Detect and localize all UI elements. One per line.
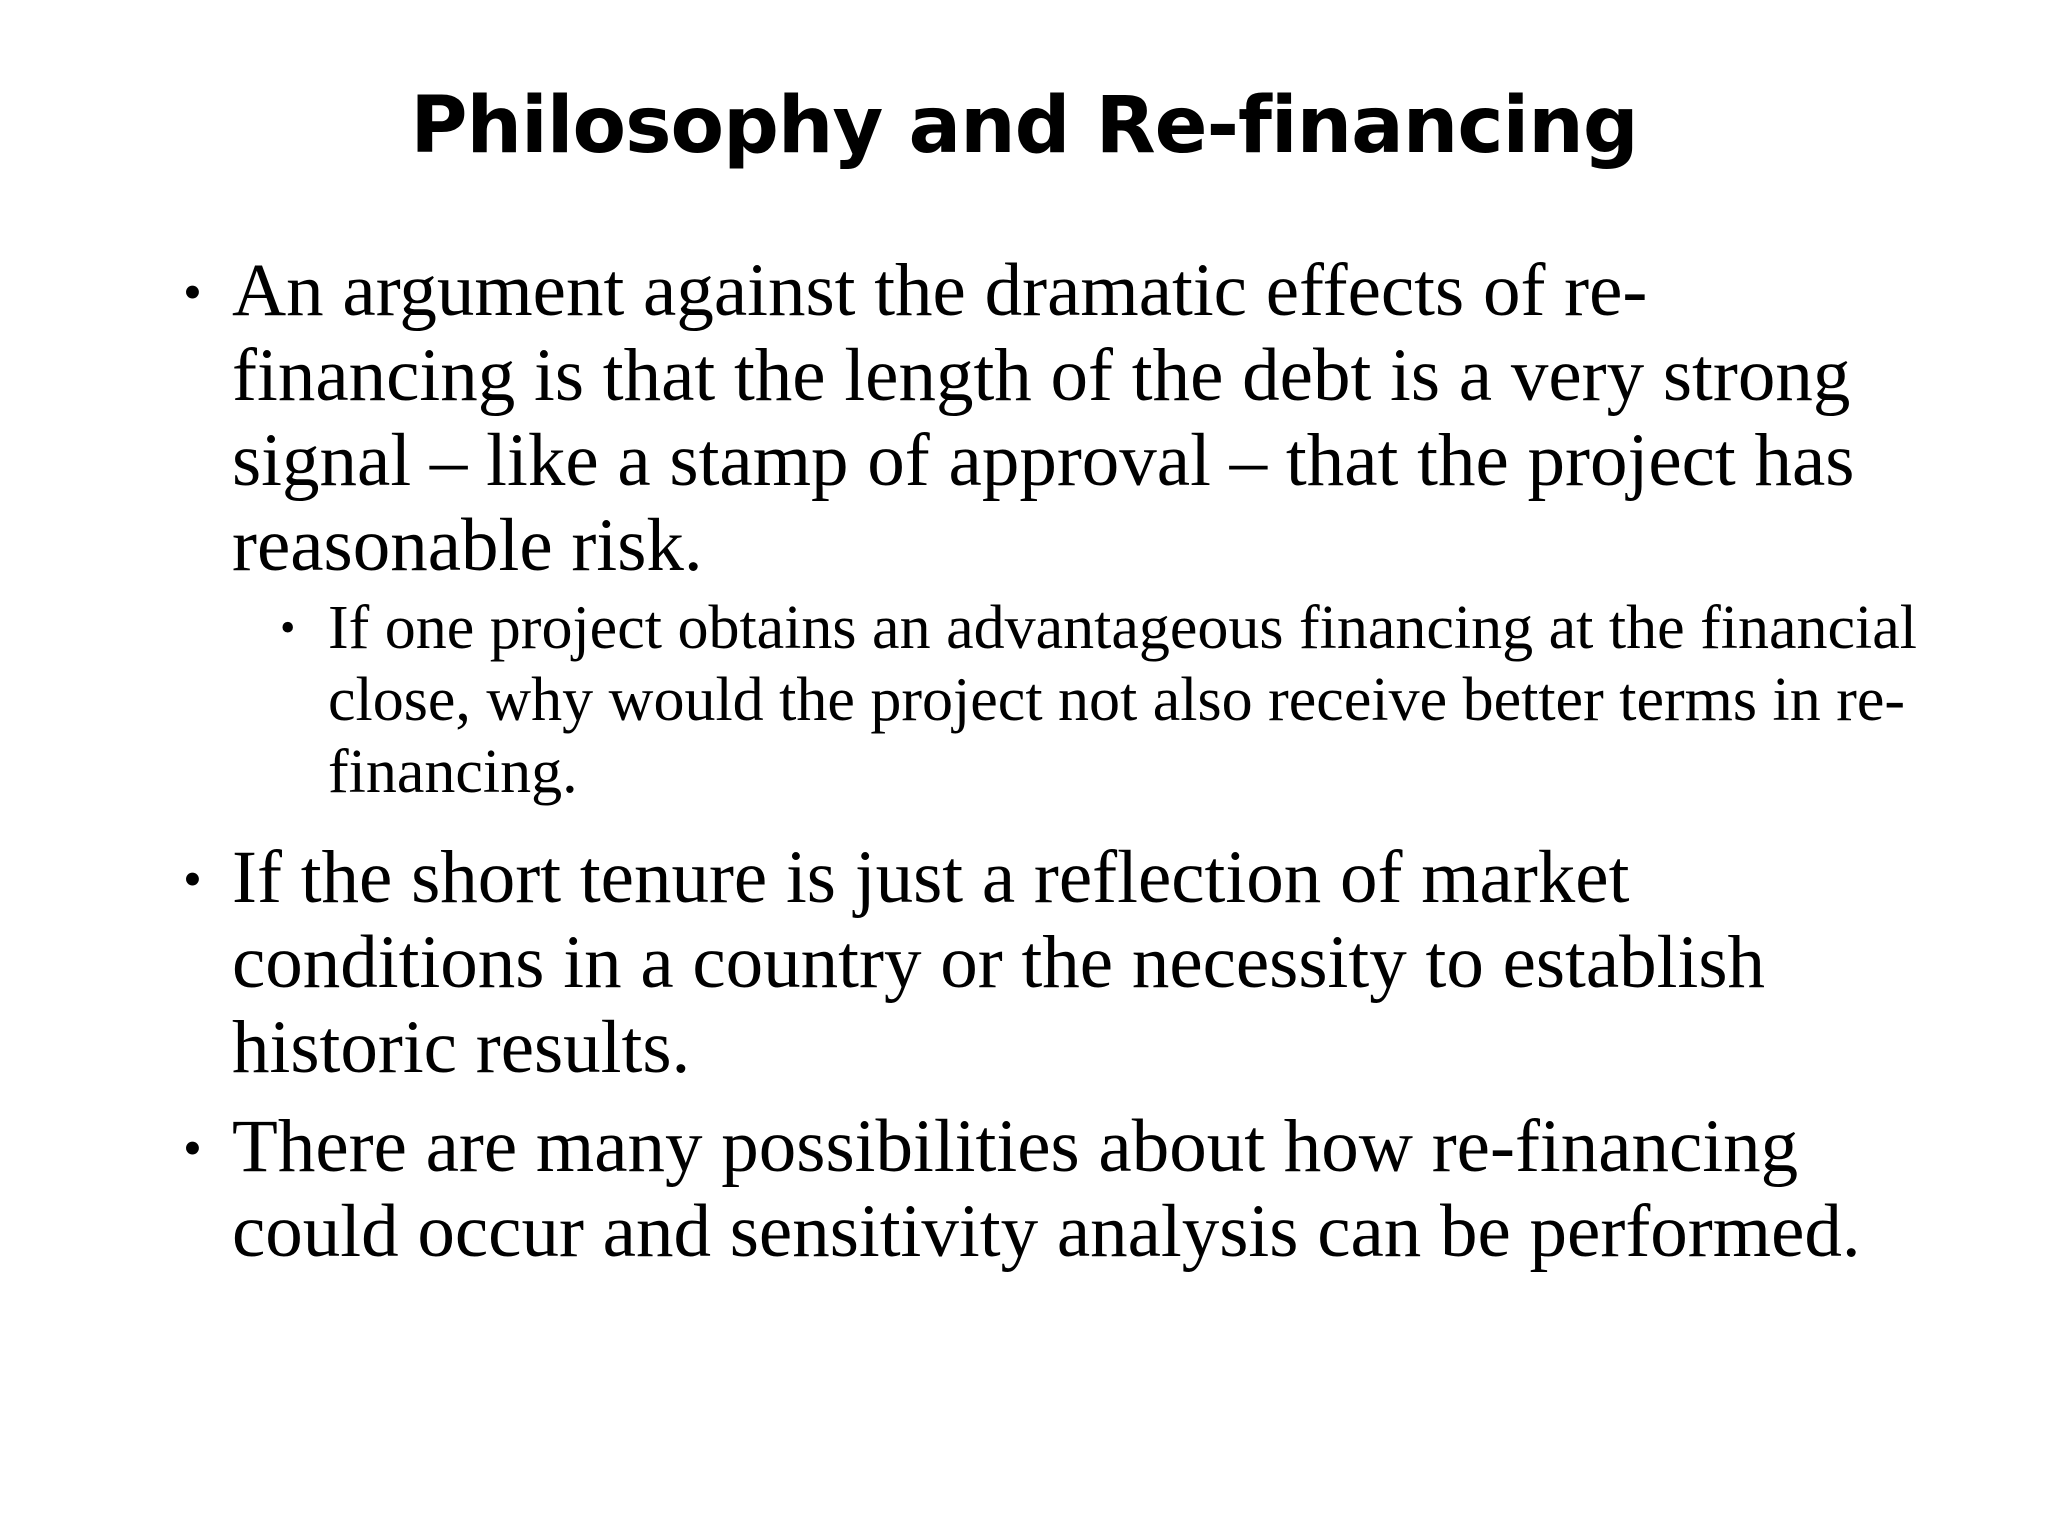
bullet-marker: • — [183, 262, 202, 322]
bullet-marker: • — [183, 1118, 202, 1178]
bullet-text: If the short tenure is just a reflection of market conditions in a country or the necessity to establish historic results. — [232, 836, 1766, 1089]
bullet-item — [183, 835, 1923, 1090]
bullet-text: There are many possibilities about how re-financing could occur and sensitivity analysis can be performed. — [232, 1105, 1861, 1273]
bullet-marker: • — [183, 849, 202, 909]
bullet-item — [183, 1104, 1923, 1274]
sub-bullet-item — [280, 592, 1920, 808]
sub-bullet-marker: • — [280, 603, 296, 652]
slide-title: Philosophy and Re-financing — [410, 81, 1638, 171]
sub-bullet-text: If one project obtains an advantageous financing at the financial close, why would the project not also receive better terms in re-financing. — [328, 594, 1917, 806]
bullet-text: An argument against the dramatic effects of re-financing is that the length of the debt is a very strong signal – like a stamp of approval – that the project has reasonable risk. — [232, 249, 1855, 587]
bullet-item — [183, 248, 1923, 588]
